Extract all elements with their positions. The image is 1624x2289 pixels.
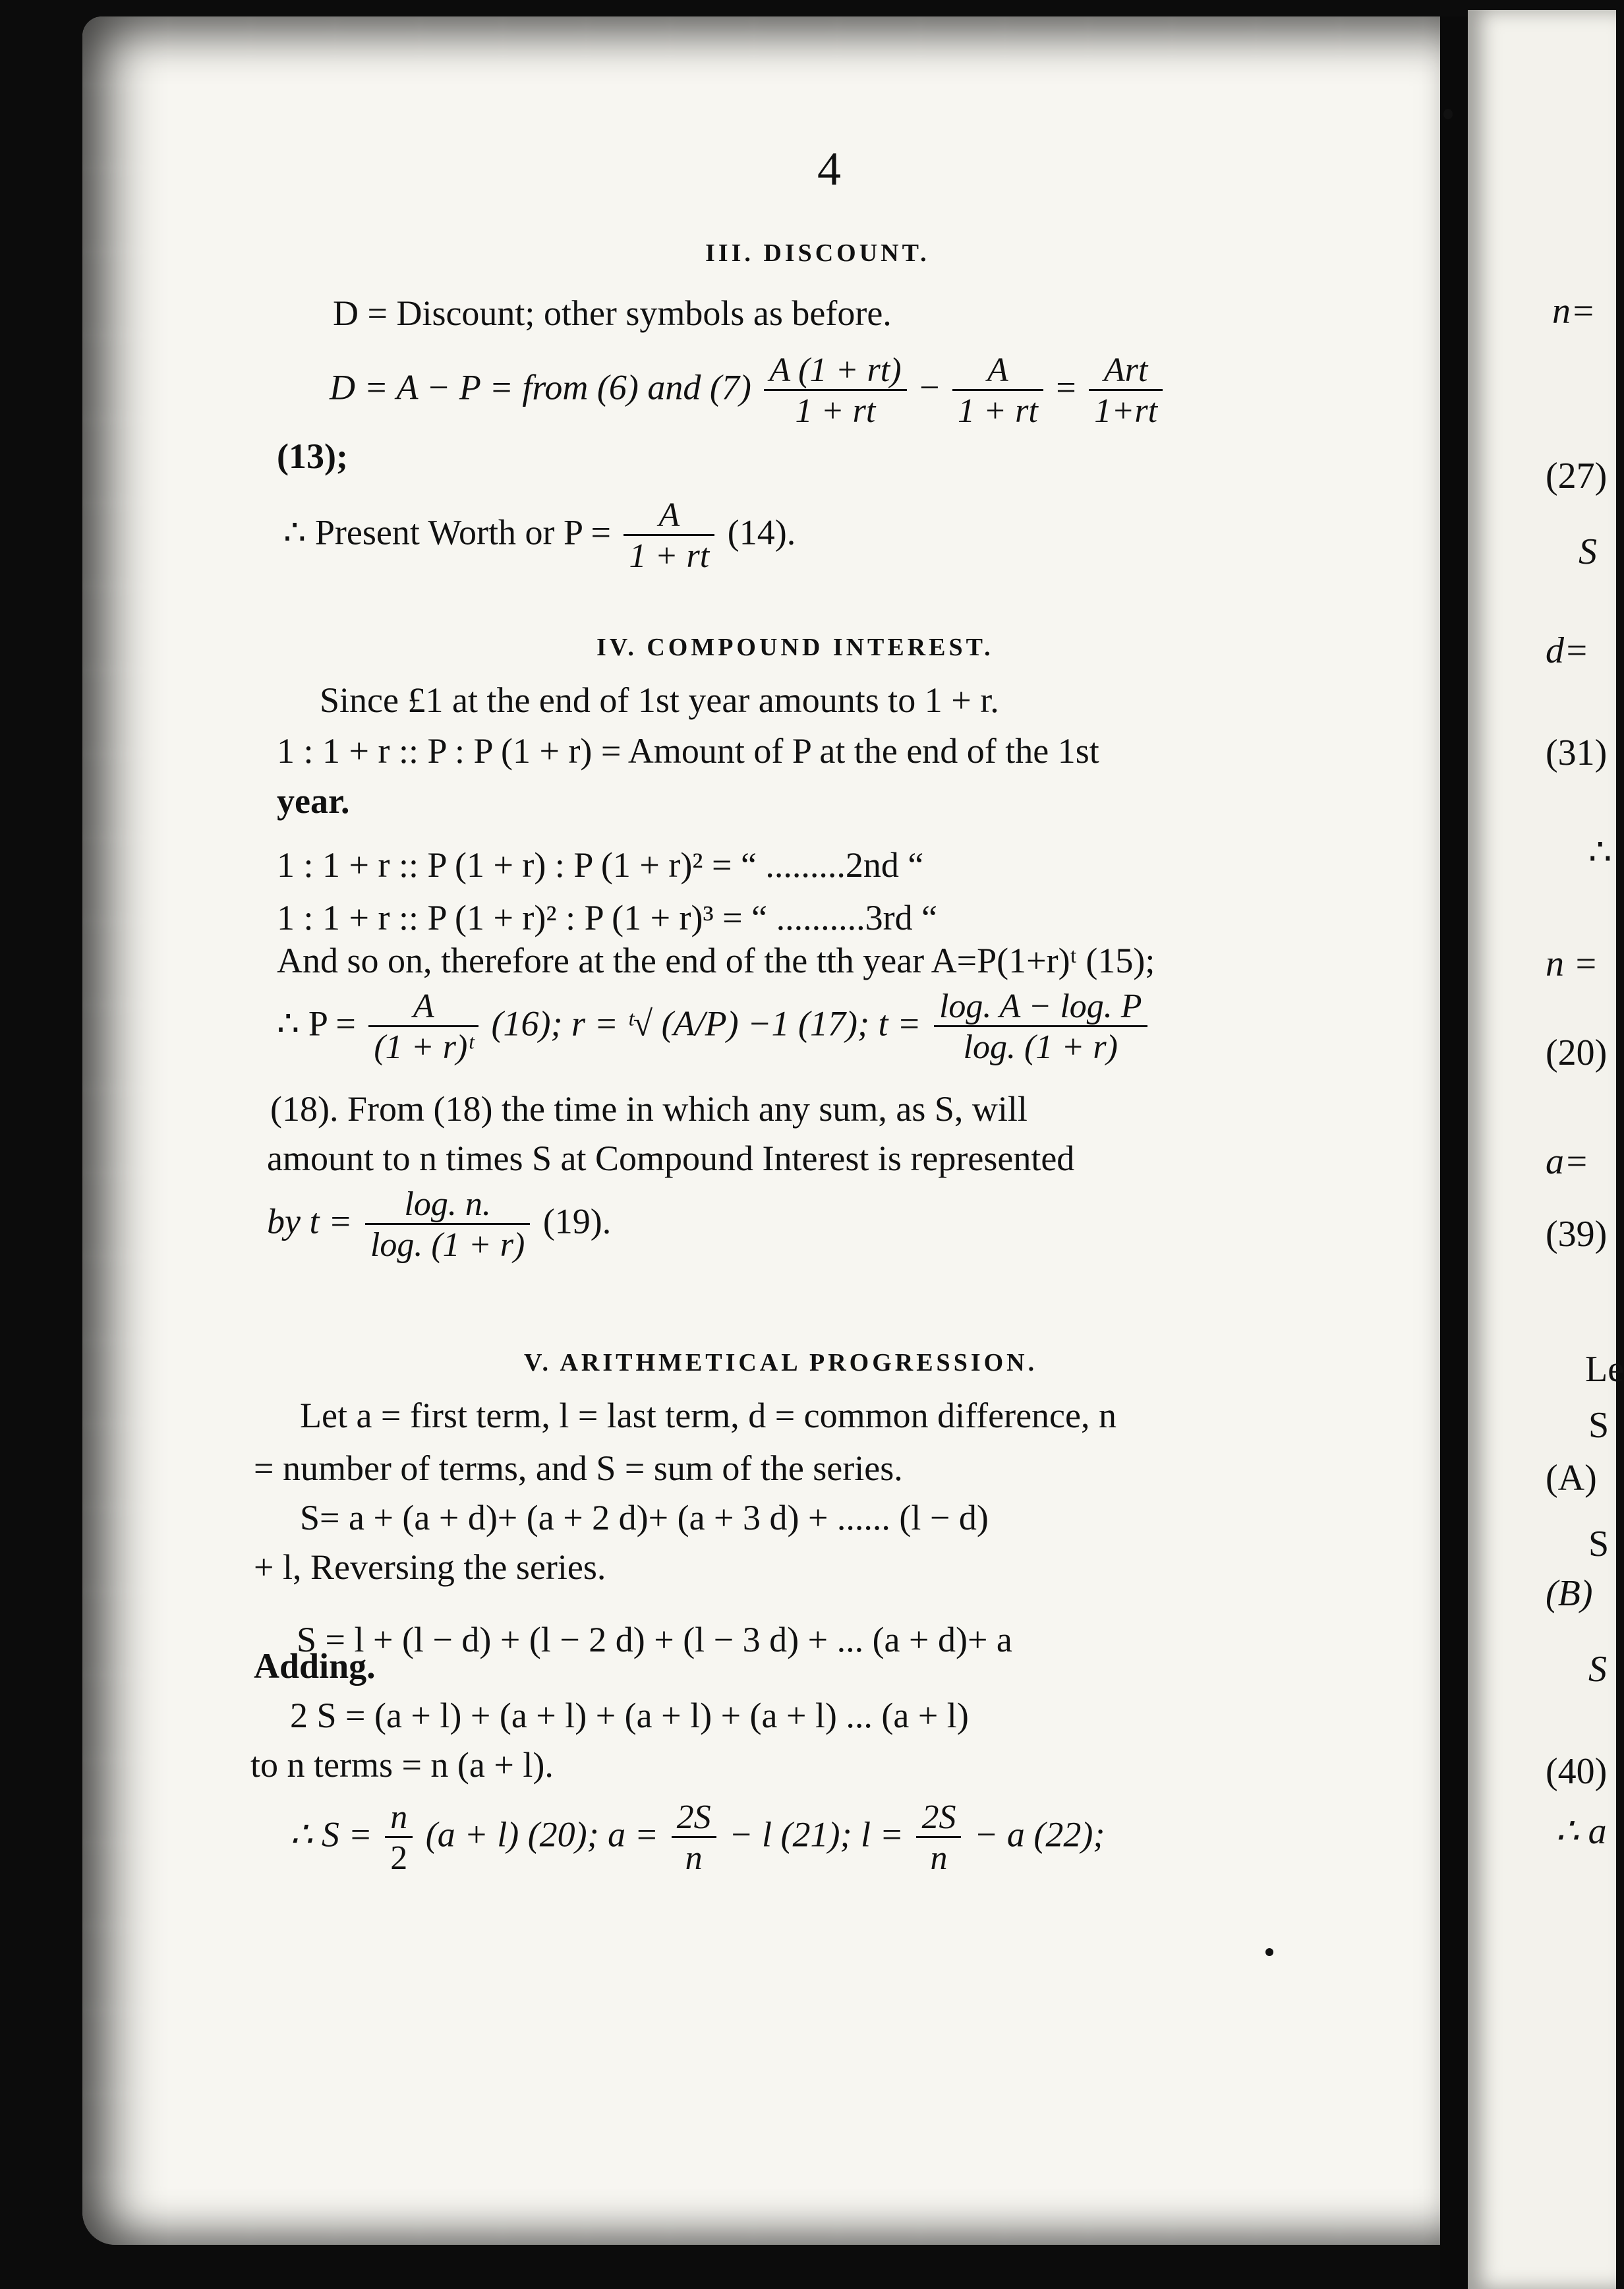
- facing-fragment: n=: [1552, 291, 1596, 332]
- equations-16-17-18: [277, 989, 1151, 1065]
- section-heading-discount: III. DISCOUNT.: [705, 239, 930, 267]
- equations-20-21-22: [290, 1800, 1105, 1876]
- ink-speck: [1265, 1948, 1273, 1956]
- discount-equation: [330, 353, 1167, 429]
- facing-fragment: S: [1579, 531, 1597, 572]
- progression-line-8: to n terms = n (a + l).: [250, 1745, 554, 1785]
- fraction-b: [952, 353, 1043, 429]
- page-number: 4: [817, 142, 841, 195]
- equation-19: [267, 1187, 611, 1263]
- eq18-num: log. A − log. P: [939, 988, 1142, 1025]
- fraction-a-num: A (1 + rt): [769, 351, 902, 389]
- section-heading-compound-interest: IV. COMPOUND INTEREST.: [596, 634, 994, 661]
- eq18-fraction: [934, 989, 1147, 1065]
- discount-definition: D = Discount; other symbols as before.: [333, 293, 892, 333]
- facing-fragment: d=: [1546, 630, 1589, 671]
- present-worth-suffix: (14).: [727, 512, 796, 552]
- compound-line-6: And so on, therefore at the end of the tth year A=P(1+r)ᵗ (15);: [277, 941, 1155, 980]
- eq20-num: n: [390, 1798, 408, 1836]
- present-worth-equation: [283, 498, 796, 574]
- facing-fragment: S: [1588, 1524, 1610, 1564]
- progression-line-3: S= a + (a + d)+ (a + 2 d)+ (a + 3 d) + ...... (l − d): [300, 1498, 989, 1537]
- compound-line-5: 1 : 1 + r :: P (1 + r)² : P (1 + r)³ = “ ..........3rd “: [277, 898, 938, 937]
- facing-fragment: S: [1588, 1405, 1610, 1446]
- eq22-num: 2S: [921, 1798, 956, 1836]
- facing-page: [1468, 10, 1616, 2289]
- fraction-b-den: 1 + rt: [952, 389, 1043, 430]
- compound-line-3: year.: [277, 781, 350, 821]
- minus-sign: −: [919, 367, 940, 407]
- eq22-den: n: [916, 1836, 961, 1877]
- eq16-den: (1 + r)ᵗ: [368, 1025, 478, 1066]
- fraction-b-num: A: [987, 351, 1008, 389]
- discount-eq-prefix: D = A − P = from (6) and (7): [330, 367, 751, 407]
- facing-fragment: (27): [1546, 456, 1608, 496]
- eq19-den: log. (1 + r): [365, 1223, 530, 1264]
- facing-fragment: (39): [1546, 1214, 1608, 1255]
- equals-sign: =: [1056, 367, 1076, 407]
- progression-line-4: + l, Reversing the series.: [254, 1547, 606, 1587]
- facing-fragment: a=: [1546, 1141, 1589, 1182]
- facing-fragment: (B): [1546, 1573, 1593, 1614]
- fraction-a-den: 1 + rt: [764, 389, 906, 430]
- eq16-fraction: [368, 989, 478, 1065]
- eq21-fraction: [672, 1800, 716, 1876]
- present-worth-fraction: [624, 498, 714, 574]
- progression-line-2: = number of terms, and S = sum of the series.: [254, 1448, 903, 1488]
- section-heading-arithmetical-progression: V. ARITHMETICAL PROGRESSION.: [524, 1349, 1038, 1377]
- fraction-c-num: Art: [1103, 351, 1148, 389]
- progression-line-1: Let a = first term, l = last term, d = common difference, n: [300, 1396, 1116, 1435]
- progression-line-7: 2 S = (a + l) + (a + l) + (a + l) + (a + l) ... (a + l): [290, 1696, 969, 1735]
- eq20-den: 2: [385, 1836, 413, 1877]
- eq21-mid: − l (21); l =: [729, 1814, 904, 1855]
- facing-fragment: (40): [1546, 1751, 1608, 1792]
- equation-13-label: (13);: [277, 436, 348, 476]
- ink-speck: [1443, 109, 1453, 119]
- compound-line-8: (18). From (18) the time in which any sum, as S, will: [270, 1089, 1028, 1129]
- eq20-mid: (a + l) (20); a =: [425, 1814, 659, 1855]
- eq20-prefix: ∴ S =: [290, 1814, 372, 1855]
- progression-line-6: Adding.: [254, 1646, 376, 1686]
- compound-line-9: amount to n times S at Compound Interest is represented: [267, 1139, 1075, 1178]
- facing-fragment: S: [1588, 1649, 1607, 1690]
- eq19-num: log. n.: [404, 1185, 491, 1223]
- eq21-den: n: [672, 1836, 716, 1877]
- fraction-a: [764, 353, 906, 429]
- eq16-num: A: [413, 988, 434, 1025]
- book-page: [82, 16, 1457, 2245]
- facing-fragment: (A): [1546, 1458, 1597, 1499]
- facing-fragment: ∴ a: [1555, 1811, 1607, 1852]
- book-gutter: [1440, 16, 1468, 2289]
- facing-fragment: ∴: [1588, 832, 1612, 873]
- eq21-num: 2S: [676, 1798, 711, 1836]
- facing-fragment: (31): [1546, 732, 1608, 773]
- progression-line-5: S = l + (l − d) + (l − 2 d) + (l − 3 d) + ... (a + d)+ a: [297, 1620, 1012, 1659]
- compound-line-1: Since £1 at the end of 1st year amounts to 1 + r.: [320, 680, 999, 720]
- eq22-suffix: − a (22);: [973, 1814, 1105, 1855]
- eq22-fraction: [916, 1800, 961, 1876]
- compound-line-2: 1 : 1 + r :: P : P (1 + r) = Amount of P at the end of the 1st: [277, 731, 1099, 771]
- facing-fragment: (20): [1546, 1032, 1608, 1073]
- eq16-suffix: (16); r = ᵗ√ (A/P) −1 (17); t =: [491, 1003, 921, 1044]
- present-worth-prefix: ∴ Present Worth or P =: [283, 512, 611, 552]
- fraction-c-den: 1+rt: [1089, 389, 1163, 430]
- compound-line-4: 1 : 1 + r :: P (1 + r) : P (1 + r)² = “ .........2nd “: [277, 845, 924, 885]
- present-worth-den: 1 + rt: [624, 534, 714, 575]
- facing-fragment: n =: [1546, 943, 1598, 984]
- eq19-prefix: by t =: [267, 1201, 353, 1241]
- facing-fragment: Le: [1585, 1349, 1624, 1390]
- eq20-fraction: [385, 1800, 413, 1876]
- eq19-fraction: [365, 1187, 530, 1263]
- fraction-c: [1089, 353, 1163, 429]
- eq19-suffix: (19).: [542, 1201, 612, 1241]
- present-worth-num: A: [658, 496, 680, 534]
- eq18-den: log. (1 + r): [934, 1025, 1147, 1066]
- eq16-prefix: ∴ P =: [277, 1003, 356, 1044]
